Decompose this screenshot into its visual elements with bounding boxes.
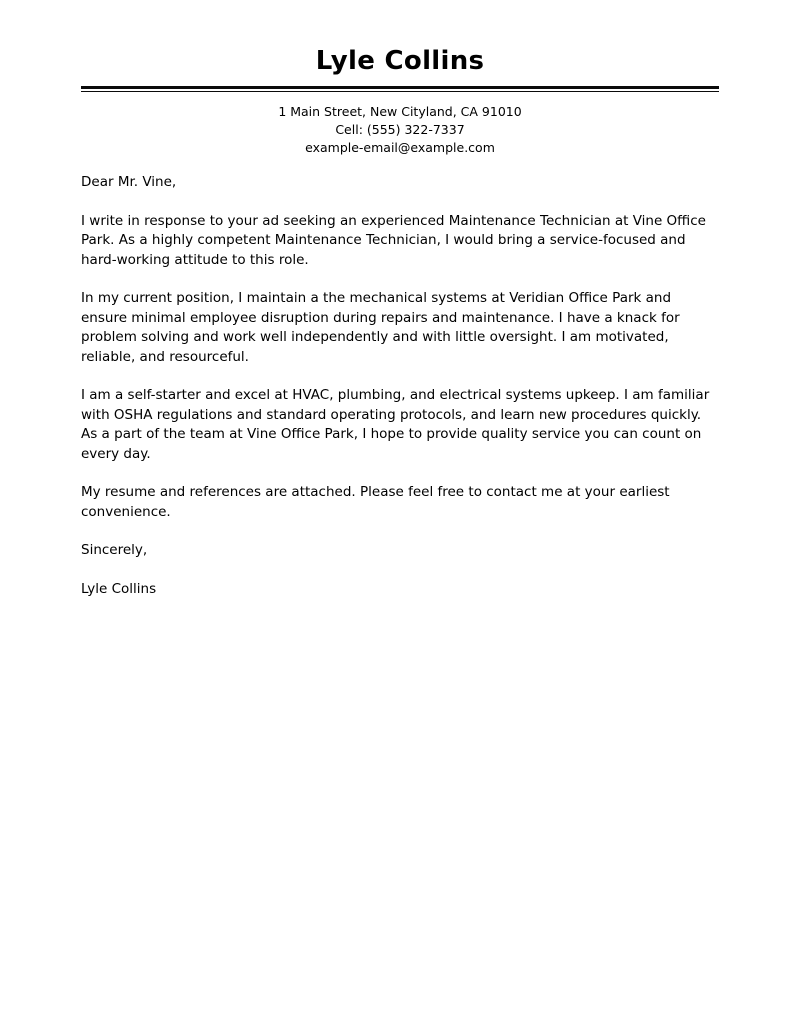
- contact-phone: Cell: (555) 322-7337: [335, 122, 465, 137]
- letter-paragraph: In my current position, I maintain a the mechanical systems at Veridian Office Park and ensure minimal employee disruption during repairs and maintenance. I have a knack for problem solving and work well independently and with little oversight. I am motivated, reliable, and resourceful.: [81, 290, 680, 365]
- header-divider: [81, 86, 719, 92]
- letter-paragraph: My resume and references are attached. Please feel free to contact me at your earliest convenience.: [81, 484, 670, 520]
- letter-body: [81, 173, 719, 599]
- contact-address: 1 Main Street, New Cityland, CA 91010: [278, 104, 522, 119]
- contact-block: [81, 103, 719, 157]
- closing: Sincerely,: [81, 542, 148, 558]
- signature-name: Lyle Collins: [81, 580, 157, 597]
- letter-paragraph: I write in response to your ad seeking an experienced Maintenance Technician at Vine Office Park. As a highly competent Maintenance Technician, I would bring a service-focused and hard-working attitude to this role.: [81, 212, 706, 268]
- salutation: Dear Mr. Vine,: [81, 174, 177, 190]
- contact-email: example-email@example.com: [305, 140, 495, 155]
- letter-paragraph: I am a self-starter and excel at HVAC, plumbing, and electrical systems upkeep. I am familiar with OSHA regulations and standard operating protocols, and learn new procedures quickly. As a part of the team at Vine Office Park, I hope to provide quality service you can count on every day.: [81, 387, 710, 462]
- letter-author-name-heading: Lyle Collins: [315, 46, 485, 76]
